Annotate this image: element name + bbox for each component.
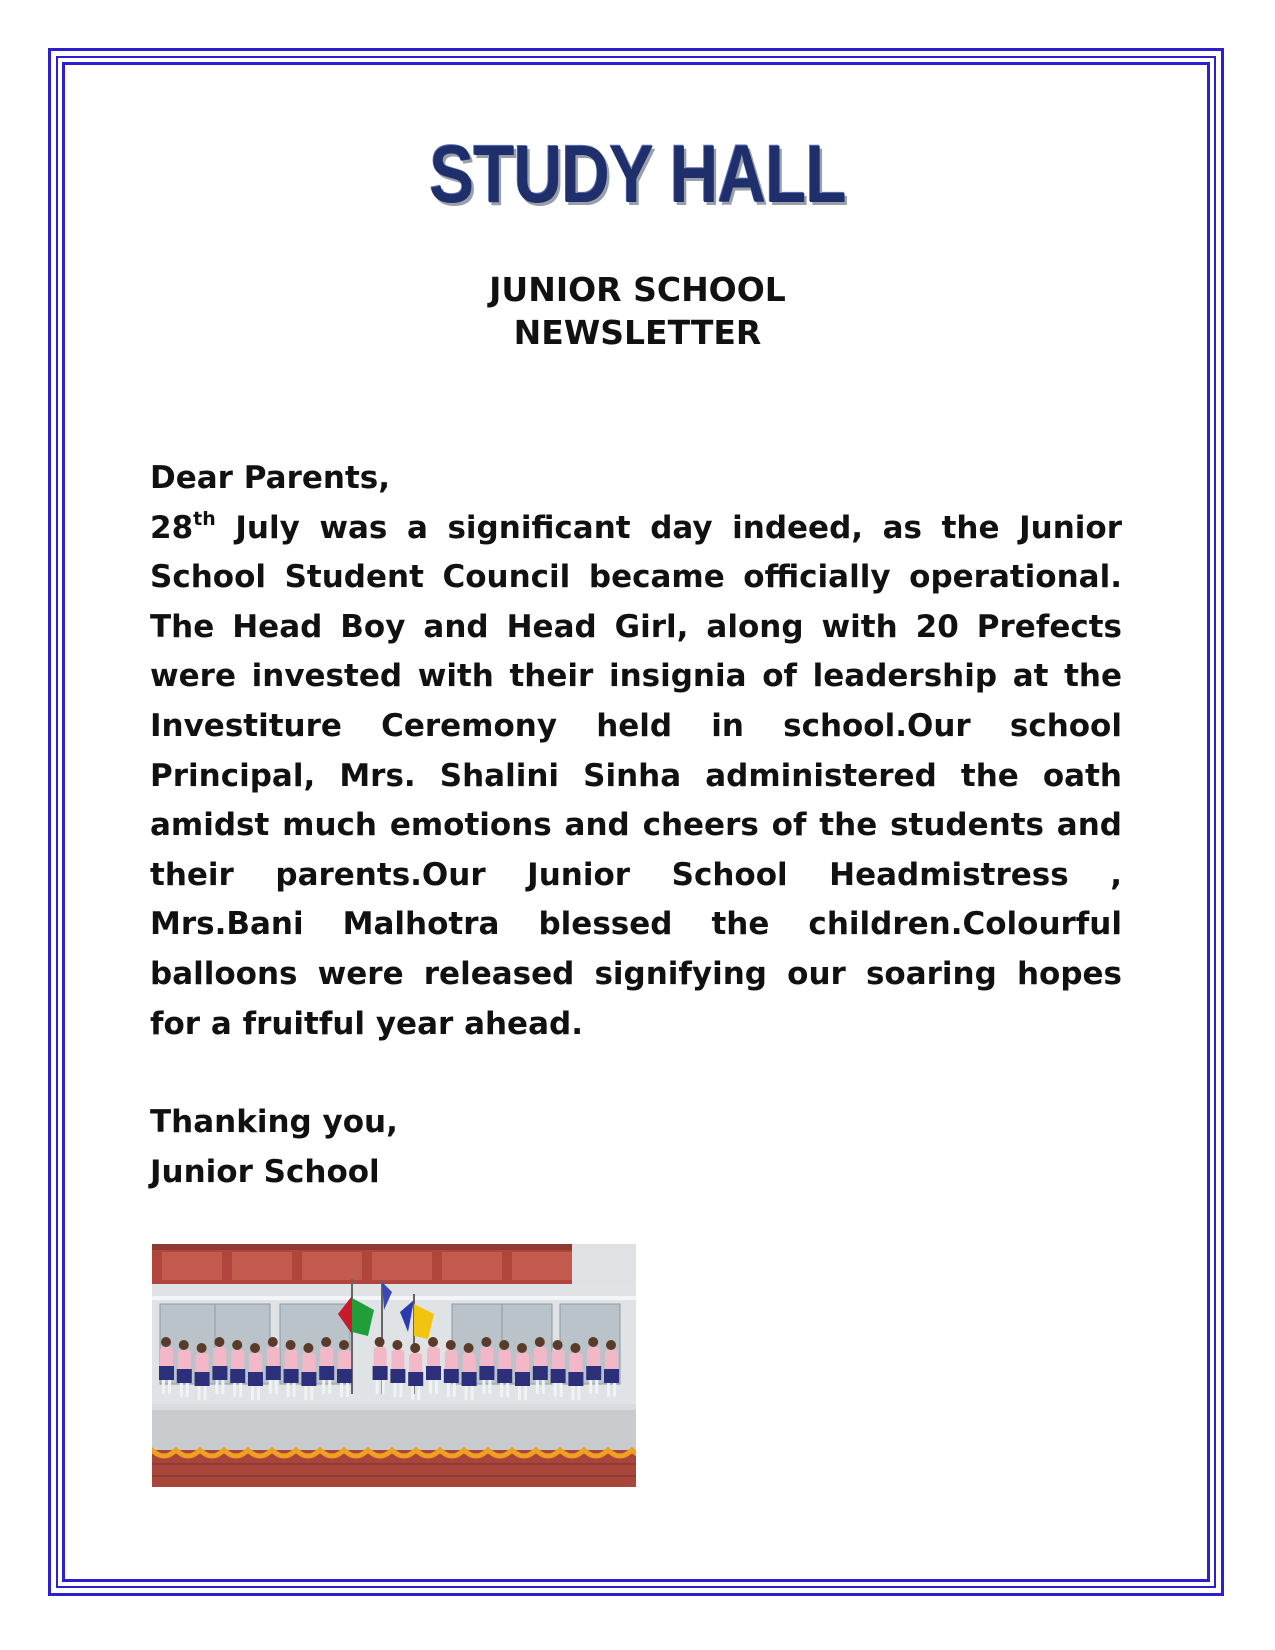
salutation: Dear Parents,	[150, 460, 390, 496]
letter-body	[150, 454, 1122, 1197]
newsletter-subtitle	[0, 268, 1275, 354]
letter-paragraph	[150, 504, 1122, 1050]
investiture-photo	[152, 1244, 636, 1487]
subtitle-line-2: NEWSLETTER	[513, 313, 762, 352]
subtitle-line-1: JUNIOR SCHOOL	[489, 270, 786, 309]
signature: Junior School	[150, 1153, 380, 1190]
closing: Thanking you,	[150, 1104, 398, 1141]
paragraph-text: July was a significant day indeed, as the Junior School Student Council became officially operational. The Head Boy and Head Girl, along with 20 Prefects were invested with their insignia of leadership at the Investiture Ceremony held in school.Our school Principal, Mrs. Shalini Sinha administered the oath amidst much emotions and cheers of the students and their parents.Our Junior School Headmistress , Mrs.Bani Malhotra blessed the children.Colourful balloons were released signifying our soaring hopes for a fruitful year ahead.	[150, 509, 1122, 1042]
newsletter-masthead: STUDY HALL	[429, 129, 846, 220]
date-suffix: th	[193, 507, 216, 530]
date-day: 28	[150, 509, 194, 546]
